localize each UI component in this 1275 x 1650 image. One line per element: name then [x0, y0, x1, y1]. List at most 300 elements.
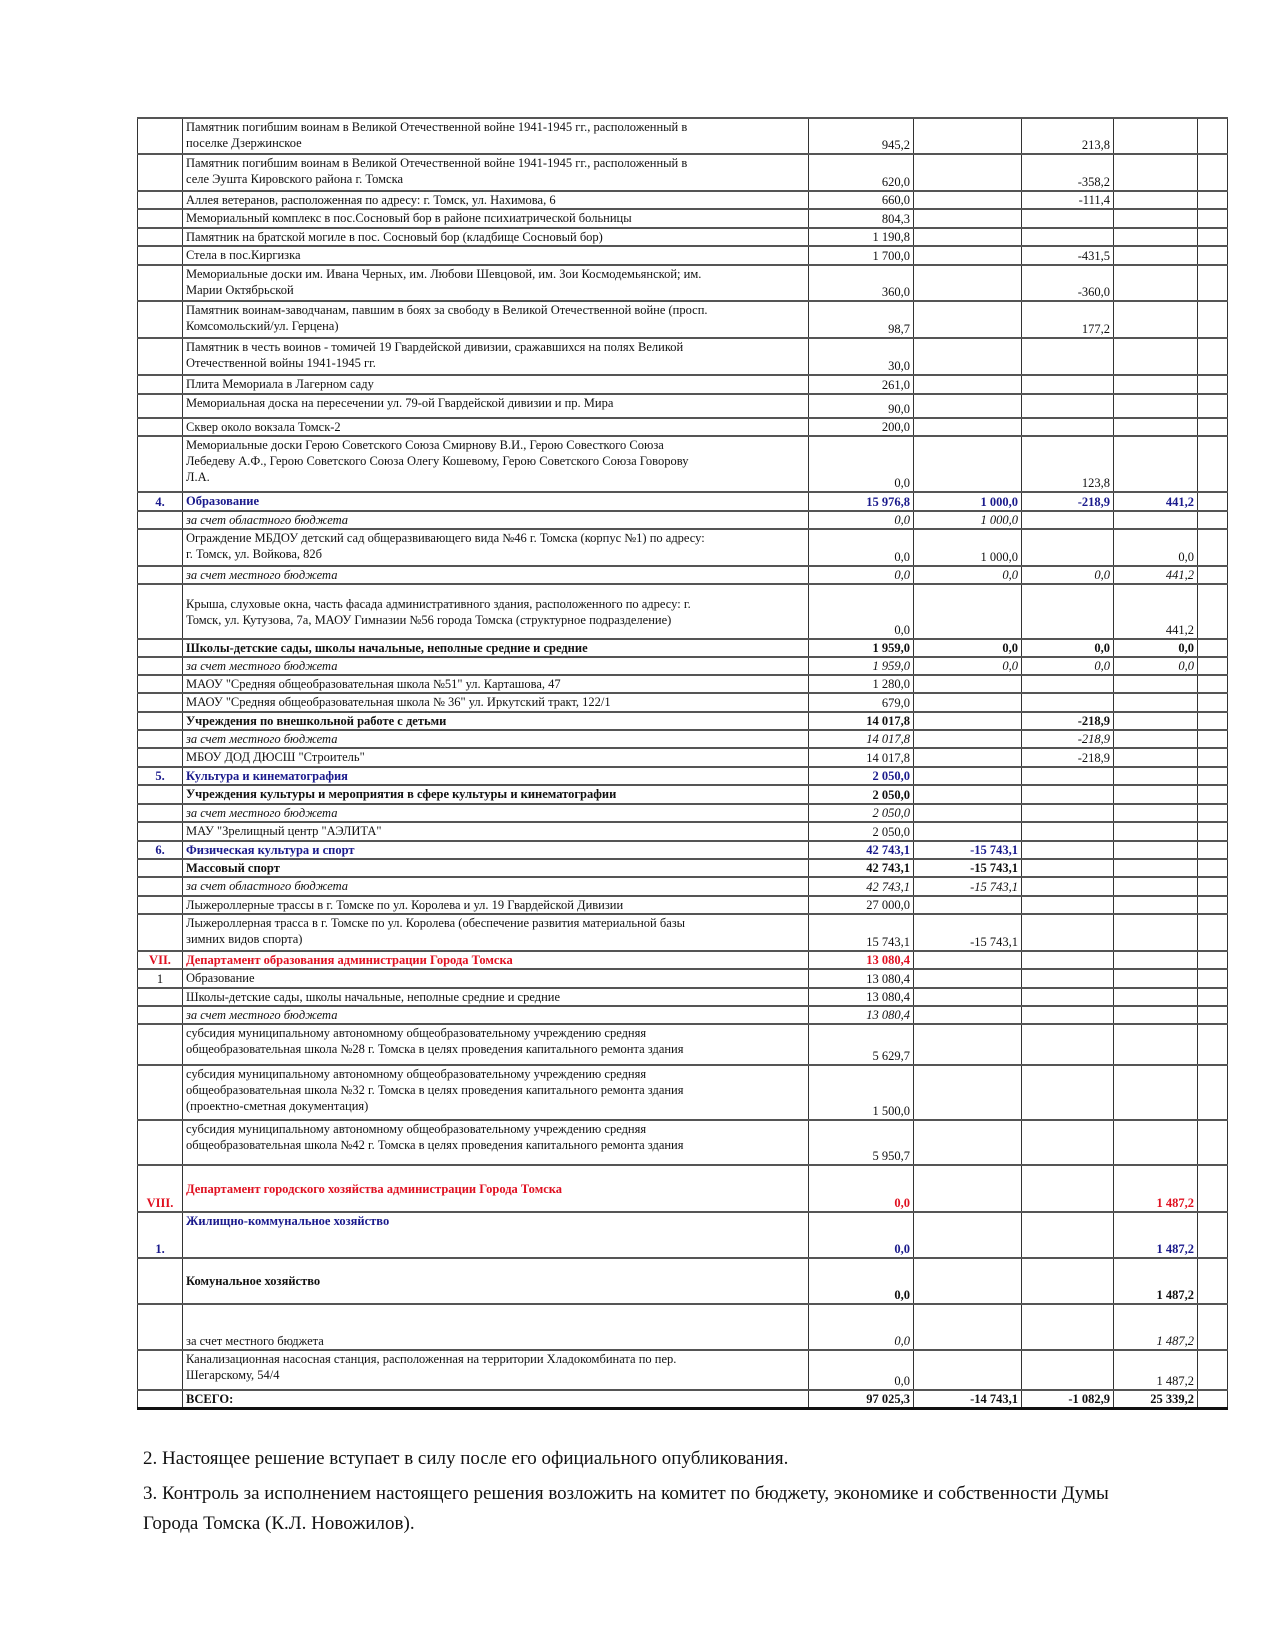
row-value-2	[914, 228, 1022, 246]
row-value-4	[1114, 675, 1198, 693]
row-description: за счет местного бюджета	[183, 1304, 809, 1350]
table-row	[138, 418, 1228, 436]
row-value-4	[1114, 730, 1198, 748]
row-value-4	[1114, 841, 1198, 859]
row-extra-cell	[1198, 1304, 1228, 1350]
row-value-1: 2 050,0	[809, 822, 914, 841]
row-value-1: 14 017,8	[809, 748, 914, 767]
row-value-3	[1022, 804, 1114, 822]
row-number	[138, 693, 183, 712]
row-extra-cell	[1198, 191, 1228, 209]
row-description: Учреждения культуры и мероприятия в сфере культуры и кинематографии	[183, 785, 809, 804]
row-value-2	[914, 265, 1022, 301]
row-number	[138, 566, 183, 584]
row-description: за счет местного бюджета	[183, 730, 809, 748]
row-value-1: 13 080,4	[809, 969, 914, 988]
row-description: Памятник в честь воинов - томичей 19 Гвардейской дивизии, сражавшихся на полях Великой Отечественной войны 1941-1945 гг.	[183, 338, 809, 375]
row-extra-cell	[1198, 154, 1228, 191]
row-value-1: 360,0	[809, 265, 914, 301]
row-description: Лыжероллерные трассы в г. Томске по ул. Королева и ул. 19 Гвардейской Дивизии	[183, 896, 809, 914]
table-row	[138, 969, 1228, 988]
row-value-4	[1114, 154, 1198, 191]
row-extra-cell	[1198, 841, 1228, 859]
table-row	[138, 675, 1228, 693]
row-extra-cell	[1198, 1165, 1228, 1212]
row-value-4	[1114, 338, 1198, 375]
row-value-4	[1114, 969, 1198, 988]
row-description: Памятник на братской могиле в пос. Сосновый бор (кладбище Сосновый бор)	[183, 228, 809, 246]
row-number	[138, 1120, 183, 1165]
paragraph-3-line-2: Города Томска (К.Л. Новожилов).	[143, 1513, 415, 1534]
table-row	[138, 154, 1228, 191]
row-value-2: -15 743,1	[914, 841, 1022, 859]
row-value-2	[914, 1350, 1022, 1390]
row-value-1: 660,0	[809, 191, 914, 209]
paragraph-2: 2. Настоящее решение вступает в силу после его официального опубликования.	[143, 1448, 789, 1469]
row-description: за счет местного бюджета	[183, 566, 809, 584]
row-value-3	[1022, 1065, 1114, 1120]
row-value-2	[914, 418, 1022, 436]
row-value-4	[1114, 375, 1198, 394]
row-value-1: 15 743,1	[809, 914, 914, 951]
row-value-1: 5 629,7	[809, 1024, 914, 1065]
row-value-3: -218,9	[1022, 748, 1114, 767]
row-value-1: 945,2	[809, 118, 914, 154]
row-extra-cell	[1198, 228, 1228, 246]
row-number	[138, 859, 183, 877]
row-value-1: 1 500,0	[809, 1065, 914, 1120]
row-description: Департамент городского хозяйства администрации Города Томска	[183, 1165, 809, 1212]
row-value-3	[1022, 1212, 1114, 1258]
row-description: Памятник погибшим воинам в Великой Отечественной войне 1941-1945 гг., расположенный в поселке Дзержинское	[183, 118, 809, 154]
row-description: Мемориальные доски им. Ивана Черных, им. Любови Шевцовой, им. Зои Космодемьянской; им. Марии Октябрьской	[183, 265, 809, 301]
row-value-4	[1114, 785, 1198, 804]
row-extra-cell	[1198, 436, 1228, 492]
row-value-4	[1114, 436, 1198, 492]
row-value-3: 213,8	[1022, 118, 1114, 154]
row-description: Жилищно-коммунальное хозяйство	[183, 1212, 809, 1258]
row-value-2	[914, 988, 1022, 1006]
row-value-4	[1114, 246, 1198, 265]
row-value-1: 98,7	[809, 301, 914, 338]
table-row	[138, 228, 1228, 246]
row-value-4	[1114, 951, 1198, 969]
row-value-3: -218,9	[1022, 492, 1114, 511]
row-description: Школы-детские сады, школы начальные, неполные средние и средние	[183, 639, 809, 657]
row-extra-cell	[1198, 804, 1228, 822]
row-value-2: 1 000,0	[914, 511, 1022, 529]
row-value-2: 1 000,0	[914, 529, 1022, 566]
row-extra-cell	[1198, 338, 1228, 375]
row-extra-cell	[1198, 1065, 1228, 1120]
row-extra-cell	[1198, 639, 1228, 657]
row-extra-cell	[1198, 877, 1228, 896]
row-extra-cell	[1198, 969, 1228, 988]
row-extra-cell	[1198, 511, 1228, 529]
row-value-4: 0,0	[1114, 529, 1198, 566]
row-description: Школы-детские сады, школы начальные, неполные средние и средние	[183, 988, 809, 1006]
row-extra-cell	[1198, 1006, 1228, 1024]
row-value-4: 1 487,2	[1114, 1350, 1198, 1390]
row-value-2	[914, 767, 1022, 785]
table-row	[138, 785, 1228, 804]
row-description: Массовый спорт	[183, 859, 809, 877]
row-value-3	[1022, 1024, 1114, 1065]
row-value-1: 1 190,8	[809, 228, 914, 246]
table-row	[138, 767, 1228, 785]
row-value-2	[914, 246, 1022, 265]
row-value-3: -1 082,9	[1022, 1390, 1114, 1409]
row-number: 5.	[138, 767, 183, 785]
row-value-4	[1114, 1024, 1198, 1065]
row-extra-cell	[1198, 584, 1228, 639]
row-description: Мемориальный комплекс в пос.Сосновый бор в районе психиатрической больницы	[183, 209, 809, 228]
row-value-2	[914, 804, 1022, 822]
row-number	[138, 639, 183, 657]
row-description: Образование	[183, 969, 809, 988]
row-value-1: 42 743,1	[809, 877, 914, 896]
row-extra-cell	[1198, 301, 1228, 338]
row-value-1: 14 017,8	[809, 712, 914, 730]
row-value-1: 90,0	[809, 394, 914, 418]
row-value-3: 0,0	[1022, 639, 1114, 657]
row-value-3	[1022, 675, 1114, 693]
row-number	[138, 375, 183, 394]
row-value-2: -15 743,1	[914, 914, 1022, 951]
table-row	[138, 1350, 1228, 1390]
row-number: VIII.	[138, 1165, 183, 1212]
row-value-1: 0,0	[809, 511, 914, 529]
row-description: МБОУ ДОД ДЮСШ "Строитель"	[183, 748, 809, 767]
table-row	[138, 1304, 1228, 1350]
table-row	[138, 730, 1228, 748]
row-extra-cell	[1198, 118, 1228, 154]
row-value-2	[914, 1065, 1022, 1120]
table-row	[138, 1390, 1228, 1409]
row-value-3: 0,0	[1022, 566, 1114, 584]
table-row	[138, 118, 1228, 154]
row-value-3	[1022, 914, 1114, 951]
row-value-4	[1114, 209, 1198, 228]
row-value-3	[1022, 375, 1114, 394]
row-value-1: 13 080,4	[809, 951, 914, 969]
row-description: МАОУ "Средняя общеобразовательная школа № 36" ул. Иркутский тракт, 122/1	[183, 693, 809, 712]
row-number	[138, 265, 183, 301]
row-value-4	[1114, 914, 1198, 951]
row-value-1: 0,0	[809, 1350, 914, 1390]
table-row	[138, 693, 1228, 712]
row-description: Культура и кинематография	[183, 767, 809, 785]
row-value-3	[1022, 896, 1114, 914]
row-number	[138, 154, 183, 191]
table-row	[138, 859, 1228, 877]
row-extra-cell	[1198, 246, 1228, 265]
row-number	[138, 657, 183, 675]
row-value-1: 97 025,3	[809, 1390, 914, 1409]
row-value-3	[1022, 1258, 1114, 1304]
row-description: Лыжероллерная трасса в г. Томске по ул. Королева (обеспечение развития материальной базы зимних видов спорта)	[183, 914, 809, 951]
row-extra-cell	[1198, 1258, 1228, 1304]
row-description: Учреждения по внешкольной работе с детьми	[183, 712, 809, 730]
row-value-4	[1114, 228, 1198, 246]
table-row	[138, 914, 1228, 951]
row-value-4	[1114, 767, 1198, 785]
table-row	[138, 209, 1228, 228]
row-value-4: 1 487,2	[1114, 1212, 1198, 1258]
row-description: за счет областного бюджета	[183, 511, 809, 529]
row-value-4: 441,2	[1114, 566, 1198, 584]
row-value-3	[1022, 1165, 1114, 1212]
row-value-2	[914, 712, 1022, 730]
row-number	[138, 394, 183, 418]
row-value-2: -15 743,1	[914, 859, 1022, 877]
row-value-4	[1114, 877, 1198, 896]
row-value-4	[1114, 418, 1198, 436]
row-number	[138, 118, 183, 154]
row-number	[138, 228, 183, 246]
row-value-2	[914, 118, 1022, 154]
row-number: 1.	[138, 1212, 183, 1258]
row-description: субсидия муниципальному автономному общеобразовательному учреждению средняя общеобразовательная школа №28 г. Томска в целях проведения капитального ремонта здания	[183, 1024, 809, 1065]
row-value-1: 15 976,8	[809, 492, 914, 511]
table-row	[138, 246, 1228, 265]
row-number	[138, 896, 183, 914]
row-description: Физическая культура и спорт	[183, 841, 809, 859]
row-extra-cell	[1198, 914, 1228, 951]
row-description: за счет местного бюджета	[183, 657, 809, 675]
table-row	[138, 1006, 1228, 1024]
row-value-3	[1022, 951, 1114, 969]
row-value-2: 1 000,0	[914, 492, 1022, 511]
row-extra-cell	[1198, 1024, 1228, 1065]
row-extra-cell	[1198, 693, 1228, 712]
row-number	[138, 1006, 183, 1024]
table-row	[138, 394, 1228, 418]
table-row	[138, 1024, 1228, 1065]
row-number	[138, 914, 183, 951]
row-value-1: 13 080,4	[809, 988, 914, 1006]
row-value-2	[914, 584, 1022, 639]
row-value-4	[1114, 511, 1198, 529]
row-value-1: 0,0	[809, 584, 914, 639]
table-row	[138, 877, 1228, 896]
row-value-2	[914, 191, 1022, 209]
row-extra-cell	[1198, 209, 1228, 228]
row-value-4	[1114, 822, 1198, 841]
row-value-1: 42 743,1	[809, 859, 914, 877]
table-row	[138, 748, 1228, 767]
table-row	[138, 1065, 1228, 1120]
row-number	[138, 246, 183, 265]
table-row	[138, 1165, 1228, 1212]
row-value-4	[1114, 693, 1198, 712]
row-value-1: 1 700,0	[809, 246, 914, 265]
row-description: Мемориальная доска на пересечении ул. 79-ой Гвардейской дивизии и пр. Мира	[183, 394, 809, 418]
row-number	[138, 1350, 183, 1390]
row-value-3	[1022, 841, 1114, 859]
row-value-3: -358,2	[1022, 154, 1114, 191]
row-extra-cell	[1198, 566, 1228, 584]
row-value-3	[1022, 969, 1114, 988]
row-extra-cell	[1198, 822, 1228, 841]
row-value-3	[1022, 1350, 1114, 1390]
row-value-2	[914, 338, 1022, 375]
row-value-3	[1022, 338, 1114, 375]
row-value-4	[1114, 859, 1198, 877]
row-value-2: 0,0	[914, 657, 1022, 675]
row-description: Памятник воинам-заводчанам, павшим в боях за свободу в Великой Отечественной войне (просп. Комсомольский/ул. Герцена)	[183, 301, 809, 338]
row-number	[138, 785, 183, 804]
row-extra-cell	[1198, 712, 1228, 730]
table-row	[138, 338, 1228, 375]
row-value-1: 0,0	[809, 566, 914, 584]
row-extra-cell	[1198, 896, 1228, 914]
resolution-footer	[143, 1444, 1275, 1539]
row-description: Памятник погибшим воинам в Великой Отечественной войне 1941-1945 гг., расположенный в селе Эушта Кировского района г. Томска	[183, 154, 809, 191]
row-number	[138, 529, 183, 566]
table-row	[138, 822, 1228, 841]
table-row	[138, 265, 1228, 301]
row-value-4: 1 487,2	[1114, 1165, 1198, 1212]
row-extra-cell	[1198, 1390, 1228, 1409]
row-value-3	[1022, 228, 1114, 246]
table-row	[138, 375, 1228, 394]
row-value-1: 0,0	[809, 1212, 914, 1258]
row-number	[138, 822, 183, 841]
row-description: за счет местного бюджета	[183, 1006, 809, 1024]
row-number	[138, 1065, 183, 1120]
row-extra-cell	[1198, 767, 1228, 785]
row-value-4	[1114, 1006, 1198, 1024]
row-value-3	[1022, 1120, 1114, 1165]
row-number	[138, 418, 183, 436]
row-description: Ограждение МБДОУ детский сад общеразвивающего вида №46 г. Томска (корпус №1) по адресу: г. Томск, ул. Войкова, 82б	[183, 529, 809, 566]
row-value-2	[914, 969, 1022, 988]
row-value-4	[1114, 988, 1198, 1006]
row-extra-cell	[1198, 394, 1228, 418]
row-description: Аллея ветеранов, расположенная по адресу: г. Томск, ул. Нахимова, 6	[183, 191, 809, 209]
row-value-1: 2 050,0	[809, 804, 914, 822]
row-value-2: -15 743,1	[914, 877, 1022, 896]
row-number	[138, 988, 183, 1006]
row-value-1: 200,0	[809, 418, 914, 436]
row-extra-cell	[1198, 1212, 1228, 1258]
row-number	[138, 436, 183, 492]
row-value-2	[914, 1212, 1022, 1258]
row-number	[138, 1304, 183, 1350]
row-value-2	[914, 1120, 1022, 1165]
row-value-4: 0,0	[1114, 639, 1198, 657]
row-description: субсидия муниципальному автономному общеобразовательному учреждению средняя общеобразовательная школа №42 г. Томска в целях проведения капитального ремонта здания	[183, 1120, 809, 1165]
row-value-2	[914, 675, 1022, 693]
row-value-2: -14 743,1	[914, 1390, 1022, 1409]
row-value-3	[1022, 785, 1114, 804]
row-number	[138, 1390, 183, 1409]
row-value-3: -218,9	[1022, 730, 1114, 748]
row-value-1: 1 959,0	[809, 639, 914, 657]
row-value-4	[1114, 1120, 1198, 1165]
row-value-4: 441,2	[1114, 492, 1198, 511]
row-number	[138, 301, 183, 338]
table-row	[138, 639, 1228, 657]
row-value-3: 0,0	[1022, 657, 1114, 675]
table-row	[138, 951, 1228, 969]
row-value-1: 14 017,8	[809, 730, 914, 748]
table-row	[138, 804, 1228, 822]
table-row	[138, 436, 1228, 492]
row-number	[138, 804, 183, 822]
row-value-3	[1022, 394, 1114, 418]
row-description: за счет местного бюджета	[183, 804, 809, 822]
row-value-1: 620,0	[809, 154, 914, 191]
row-description: МАОУ "Средняя общеобразовательная школа №51" ул. Карташова, 47	[183, 675, 809, 693]
row-number: 4.	[138, 492, 183, 511]
row-description: Стела в пос.Киргизка	[183, 246, 809, 265]
row-value-2	[914, 1258, 1022, 1304]
row-value-2: 0,0	[914, 639, 1022, 657]
row-value-1: 1 959,0	[809, 657, 914, 675]
table-row	[138, 566, 1228, 584]
row-extra-cell	[1198, 492, 1228, 511]
row-value-1: 2 050,0	[809, 767, 914, 785]
row-number	[138, 748, 183, 767]
row-value-3	[1022, 767, 1114, 785]
row-extra-cell	[1198, 375, 1228, 394]
row-value-1: 0,0	[809, 1258, 914, 1304]
table-row	[138, 1120, 1228, 1165]
row-value-1: 0,0	[809, 1165, 914, 1212]
table-row	[138, 301, 1228, 338]
table-row	[138, 712, 1228, 730]
paragraph-3-line-1: 3. Контроль за исполнением настоящего решения возложить на комитет по бюджету, экономике и собственности Думы	[143, 1483, 1109, 1504]
table-row	[138, 657, 1228, 675]
table-row	[138, 841, 1228, 859]
row-value-1: 27 000,0	[809, 896, 914, 914]
row-value-1: 261,0	[809, 375, 914, 394]
row-value-4: 25 339,2	[1114, 1390, 1198, 1409]
row-value-4: 441,2	[1114, 584, 1198, 639]
row-number	[138, 730, 183, 748]
row-value-1: 679,0	[809, 693, 914, 712]
row-description: МАУ "Зрелищный центр "АЭЛИТА"	[183, 822, 809, 841]
row-value-2	[914, 436, 1022, 492]
row-value-2	[914, 1006, 1022, 1024]
row-value-3	[1022, 693, 1114, 712]
row-value-4: 0,0	[1114, 657, 1198, 675]
table-row	[138, 191, 1228, 209]
row-value-4: 1 487,2	[1114, 1258, 1198, 1304]
row-value-4: 1 487,2	[1114, 1304, 1198, 1350]
row-value-2	[914, 730, 1022, 748]
row-value-2	[914, 209, 1022, 228]
row-value-3	[1022, 822, 1114, 841]
document-body	[137, 117, 1275, 1539]
row-extra-cell	[1198, 657, 1228, 675]
row-value-3	[1022, 584, 1114, 639]
table-row	[138, 896, 1228, 914]
row-description: ВСЕГО:	[183, 1390, 809, 1409]
row-value-3	[1022, 511, 1114, 529]
row-extra-cell	[1198, 988, 1228, 1006]
table-row	[138, 1258, 1228, 1304]
row-value-3	[1022, 529, 1114, 566]
row-description: Канализационная насосная станция, расположенная на территории Хладокомбината по пер. Шегарскому, 54/4	[183, 1350, 809, 1390]
row-value-2	[914, 394, 1022, 418]
row-description: Департамент образования администрации Города Томска	[183, 951, 809, 969]
row-value-2	[914, 1304, 1022, 1350]
row-value-4	[1114, 394, 1198, 418]
row-extra-cell	[1198, 859, 1228, 877]
